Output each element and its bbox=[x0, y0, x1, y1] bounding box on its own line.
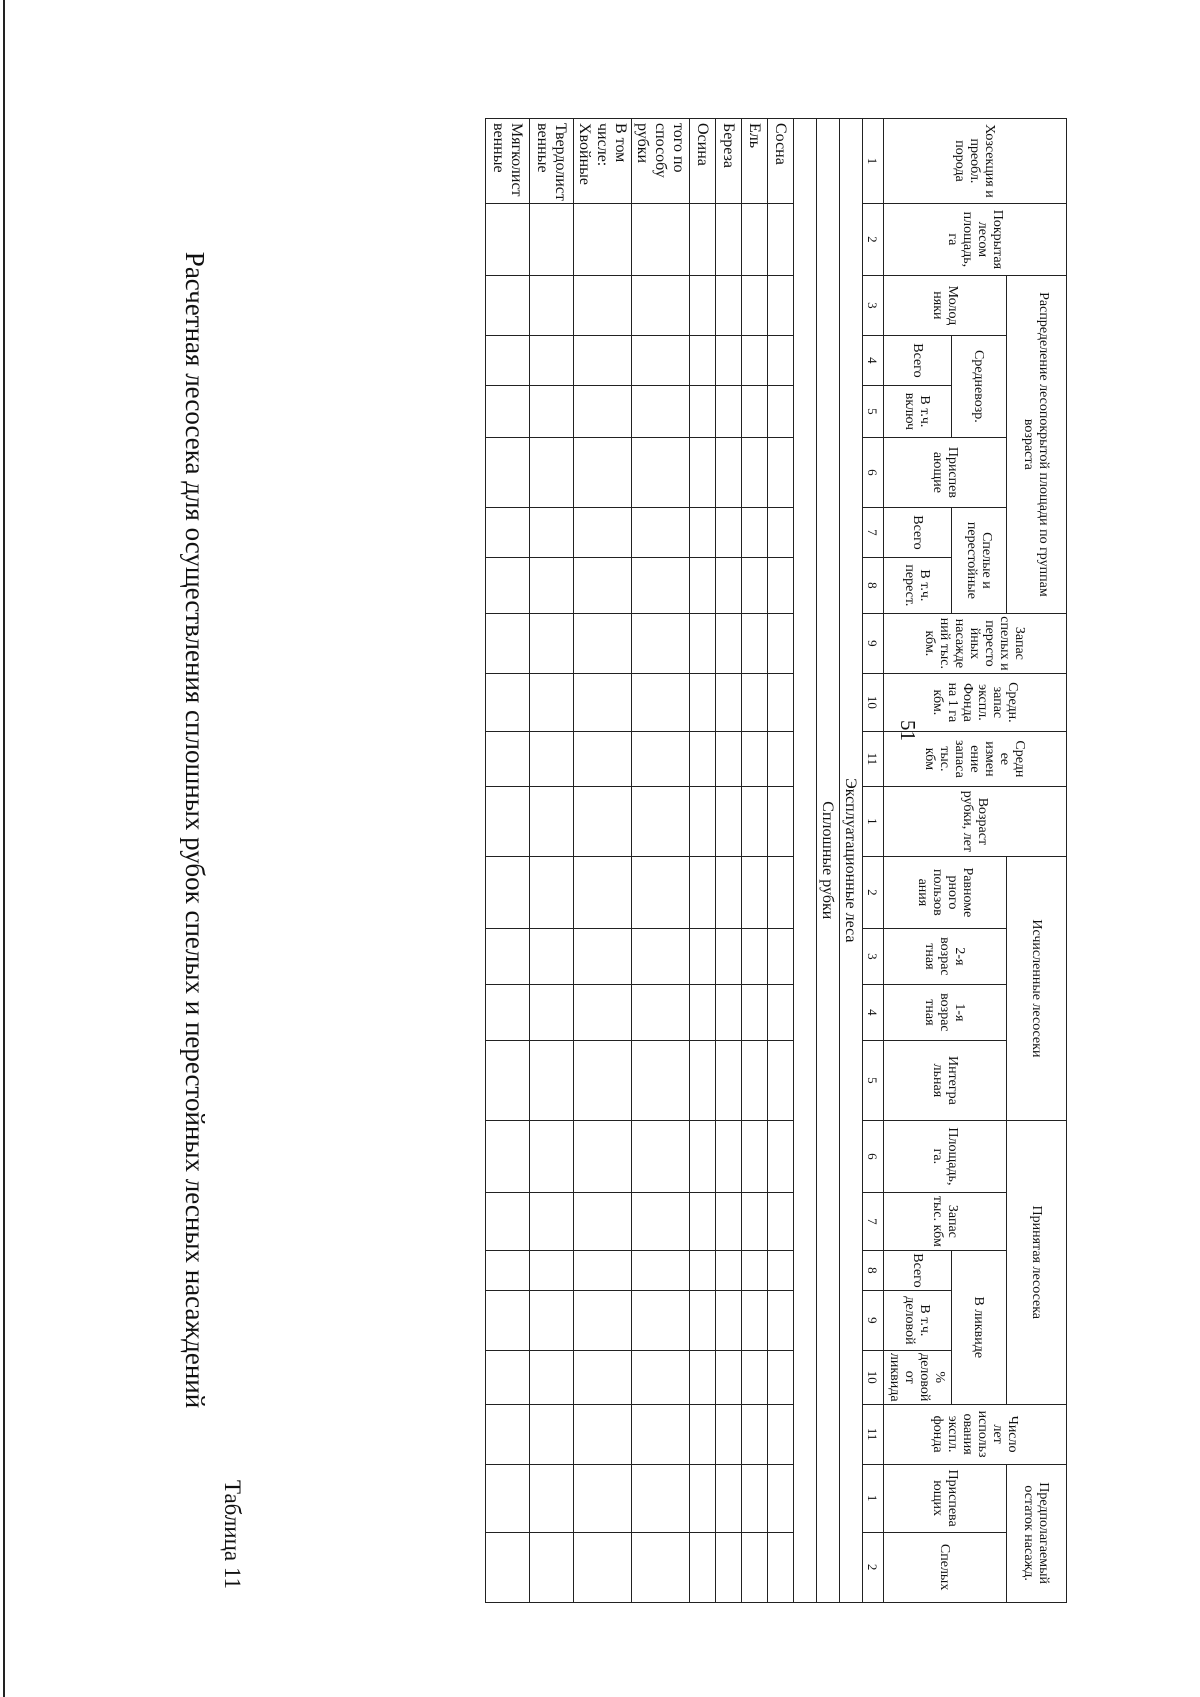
table-cell bbox=[574, 984, 632, 1040]
header-section: Хозсекция и преобл. порода bbox=[884, 119, 1067, 204]
column-number: 4 bbox=[863, 984, 884, 1040]
table-cell bbox=[632, 557, 690, 613]
table-cell bbox=[742, 557, 768, 613]
header-ripe-total: Всего bbox=[884, 507, 952, 557]
column-number: 5 bbox=[863, 385, 884, 437]
table-cell bbox=[690, 385, 716, 437]
table-cell bbox=[716, 507, 742, 557]
header-remain-premature: Приспева ющих bbox=[884, 1464, 1007, 1532]
table-cell bbox=[742, 507, 768, 557]
table-cell bbox=[690, 275, 716, 335]
header-ripe-overripe: Спелые и перестойные bbox=[952, 507, 1007, 613]
table-cell bbox=[690, 786, 716, 856]
header-avg-change: Средн ее измен ение запаса тыс. кбм bbox=[884, 731, 1067, 786]
table-cell bbox=[486, 1464, 530, 1532]
table-cell bbox=[486, 786, 530, 856]
header-avg-stock: Средн. запас экспл. Фонда на 1 га кбм. bbox=[884, 673, 1067, 731]
column-number: 6 bbox=[863, 1120, 884, 1192]
table-cell bbox=[768, 437, 794, 507]
column-number: 6 bbox=[863, 437, 884, 507]
table-cell bbox=[574, 335, 632, 385]
table-row bbox=[632, 119, 690, 1603]
table-cell bbox=[716, 1250, 742, 1290]
table-cell bbox=[574, 856, 632, 928]
header-years-of-use: Число лет использ ования экспл. фонда bbox=[884, 1404, 1067, 1464]
table-cell bbox=[690, 557, 716, 613]
table-cell bbox=[716, 731, 742, 786]
table-cell bbox=[768, 557, 794, 613]
column-number: 1 bbox=[863, 1464, 884, 1532]
table-cell bbox=[632, 1290, 690, 1350]
table-cell bbox=[716, 673, 742, 731]
row-label: Мягколист венные bbox=[486, 119, 530, 204]
column-number: 11 bbox=[863, 731, 884, 786]
table-cell bbox=[486, 203, 530, 275]
header-premature: Приспев ающие bbox=[884, 437, 1007, 507]
table-cell bbox=[486, 856, 530, 928]
table-cell bbox=[530, 437, 574, 507]
rotated-sheet bbox=[180, 0, 1200, 1680]
table-cell bbox=[742, 1290, 768, 1350]
table-cell bbox=[486, 1532, 530, 1602]
column-number: 8 bbox=[863, 1250, 884, 1290]
table-cell bbox=[530, 786, 574, 856]
table-cell bbox=[690, 1464, 716, 1532]
table-cell bbox=[742, 1464, 768, 1532]
section-row-forest bbox=[840, 119, 863, 1603]
table-cell bbox=[530, 928, 574, 984]
table-cell bbox=[742, 786, 768, 856]
column-number: 8 bbox=[863, 557, 884, 613]
table-cell bbox=[574, 1192, 632, 1250]
table-cell bbox=[768, 928, 794, 984]
table-cell bbox=[574, 1350, 632, 1404]
header-forest-area: Покрытая лесом площадь, га bbox=[884, 203, 1067, 275]
table-cell bbox=[690, 1120, 716, 1192]
table-cell bbox=[742, 385, 768, 437]
table-row bbox=[530, 119, 574, 1603]
row-label: того по способу рубки bbox=[632, 119, 690, 204]
binding-edge-line bbox=[3, 0, 5, 1697]
table-cell bbox=[768, 613, 794, 673]
column-number: 10 bbox=[863, 1350, 884, 1404]
table-cell bbox=[742, 1040, 768, 1120]
table-row bbox=[486, 119, 530, 1603]
table-cell bbox=[632, 507, 690, 557]
table-cell bbox=[768, 856, 794, 928]
column-number: 11 bbox=[863, 1404, 884, 1464]
table-cell bbox=[632, 1250, 690, 1290]
table-cell bbox=[690, 731, 716, 786]
row-label: Сосна bbox=[768, 119, 794, 204]
table-cell bbox=[632, 1120, 690, 1192]
table-cell bbox=[574, 928, 632, 984]
table-cell bbox=[486, 275, 530, 335]
table-cell bbox=[716, 786, 742, 856]
column-number: 1 bbox=[863, 786, 884, 856]
header-in-liquid: В ликвиде bbox=[952, 1250, 1007, 1404]
table-cell bbox=[768, 1120, 794, 1192]
table-cell bbox=[716, 335, 742, 385]
header-middle-incl: В т.ч. включ bbox=[884, 385, 952, 437]
table-cell bbox=[530, 203, 574, 275]
column-number: 7 bbox=[863, 507, 884, 557]
header-even-use: Равноме рного пользов ания bbox=[884, 856, 1007, 928]
column-number: 2 bbox=[863, 203, 884, 275]
table-label: Таблица 11 bbox=[220, 1480, 245, 1590]
cutting-area-table bbox=[485, 118, 1067, 1603]
table-row bbox=[768, 119, 794, 1603]
table-row bbox=[690, 119, 716, 1603]
header-expected-remain: Предполагаемый остаток насажд. bbox=[1007, 1464, 1067, 1602]
table-cell bbox=[486, 1404, 530, 1464]
table-cell bbox=[768, 1040, 794, 1120]
table-cell bbox=[742, 203, 768, 275]
table-cell bbox=[742, 984, 768, 1040]
column-number: 2 bbox=[863, 856, 884, 928]
table-cell bbox=[690, 203, 716, 275]
table-cell bbox=[574, 437, 632, 507]
table-cell bbox=[716, 1290, 742, 1350]
table-cell bbox=[716, 984, 742, 1040]
table-cell bbox=[768, 1192, 794, 1250]
table-cell bbox=[486, 1040, 530, 1120]
table-cell bbox=[716, 1120, 742, 1192]
table-cell bbox=[632, 1040, 690, 1120]
table-cell bbox=[486, 673, 530, 731]
table-cell bbox=[742, 928, 768, 984]
table-cell bbox=[768, 1250, 794, 1290]
table-cell bbox=[530, 613, 574, 673]
table-cell bbox=[716, 1464, 742, 1532]
table-cell bbox=[486, 731, 530, 786]
table-cell bbox=[742, 275, 768, 335]
table-cell bbox=[768, 673, 794, 731]
table-cell bbox=[530, 1464, 574, 1532]
table-cell bbox=[690, 673, 716, 731]
table-cell bbox=[768, 1404, 794, 1464]
table-cell bbox=[632, 203, 690, 275]
table-cell bbox=[486, 557, 530, 613]
table-cell bbox=[530, 1192, 574, 1250]
table-cell bbox=[574, 1532, 632, 1602]
table-cell bbox=[574, 613, 632, 673]
table-cell bbox=[574, 1120, 632, 1192]
table-cell bbox=[742, 437, 768, 507]
header-ripe-incl: В т.ч. перест. bbox=[884, 557, 952, 613]
table-cell bbox=[574, 275, 632, 335]
table-cell bbox=[768, 1532, 794, 1602]
table-cell bbox=[768, 1350, 794, 1404]
table-cell bbox=[486, 1120, 530, 1192]
table-cell bbox=[574, 1040, 632, 1120]
header-calculated-areas: Исчисленные лесосеки bbox=[1007, 856, 1067, 1120]
table-cell bbox=[486, 1290, 530, 1350]
table-cell bbox=[632, 613, 690, 673]
table-cell bbox=[486, 437, 530, 507]
table-cell bbox=[690, 1192, 716, 1250]
table-cell bbox=[690, 1040, 716, 1120]
table-cell bbox=[742, 1350, 768, 1404]
table-cell bbox=[530, 984, 574, 1040]
table-cell bbox=[574, 673, 632, 731]
column-number: 1 bbox=[863, 119, 884, 204]
table-cell bbox=[690, 1290, 716, 1350]
table-cell bbox=[574, 1464, 632, 1532]
table-cell bbox=[486, 984, 530, 1040]
header-middle-total: Всего bbox=[884, 335, 952, 385]
table-cell bbox=[530, 1350, 574, 1404]
section-cutting-label: Сплошные рубки bbox=[817, 119, 840, 1603]
table-cell bbox=[768, 335, 794, 385]
header-young: Молод няки bbox=[884, 275, 1007, 335]
table-cell bbox=[716, 275, 742, 335]
table-cell bbox=[742, 1532, 768, 1602]
header-reserve: Запас тыс. кбм bbox=[884, 1192, 1007, 1250]
table-cell bbox=[742, 1250, 768, 1290]
table-cell bbox=[768, 786, 794, 856]
table-cell bbox=[742, 673, 768, 731]
table-cell bbox=[486, 1350, 530, 1404]
table-cell bbox=[486, 335, 530, 385]
header-liquid-business: В т.ч. деловой bbox=[884, 1290, 952, 1350]
table-cell bbox=[574, 1404, 632, 1464]
table-cell bbox=[530, 385, 574, 437]
table-cell bbox=[716, 203, 742, 275]
table-cell bbox=[716, 385, 742, 437]
table-cell bbox=[632, 731, 690, 786]
header-age-1: 1-я возрас тная bbox=[884, 984, 1007, 1040]
table-cell bbox=[690, 984, 716, 1040]
table-cell bbox=[486, 385, 530, 437]
table-cell bbox=[632, 786, 690, 856]
table-cell bbox=[574, 507, 632, 557]
table-cell bbox=[530, 507, 574, 557]
header-age-distribution: Распределение лесопокрытой площади по группам возраста bbox=[1007, 275, 1067, 613]
column-number: 3 bbox=[863, 928, 884, 984]
table-cell bbox=[486, 613, 530, 673]
table-cell bbox=[742, 1120, 768, 1192]
table-cell bbox=[486, 1250, 530, 1290]
table-cell bbox=[768, 507, 794, 557]
table-row bbox=[574, 119, 632, 1603]
table-cell bbox=[632, 856, 690, 928]
table-cell bbox=[768, 1290, 794, 1350]
table-cell bbox=[768, 385, 794, 437]
table-cell bbox=[632, 1192, 690, 1250]
table-cell bbox=[632, 437, 690, 507]
table-cell bbox=[530, 557, 574, 613]
table-row bbox=[716, 119, 742, 1603]
header-cutting-age: Возраст рубки, лет bbox=[884, 786, 1067, 856]
table-cell bbox=[530, 856, 574, 928]
table-cell bbox=[530, 731, 574, 786]
column-number-row bbox=[863, 119, 884, 1603]
column-number: 2 bbox=[863, 1532, 884, 1602]
column-number: 3 bbox=[863, 275, 884, 335]
table-cell bbox=[690, 1250, 716, 1290]
table-cell bbox=[574, 557, 632, 613]
header-accepted-area: Принятая лесосека bbox=[1007, 1120, 1067, 1404]
table-cell bbox=[716, 1350, 742, 1404]
table-cell bbox=[632, 673, 690, 731]
header-integral: Интегра льная bbox=[884, 1040, 1007, 1120]
table-cell bbox=[716, 1040, 742, 1120]
table-cell bbox=[716, 856, 742, 928]
table-cell bbox=[716, 557, 742, 613]
table-cell bbox=[574, 203, 632, 275]
row-label: Ель bbox=[742, 119, 768, 204]
table-cell bbox=[632, 984, 690, 1040]
table-cell bbox=[690, 1532, 716, 1602]
table-cell bbox=[632, 1532, 690, 1602]
row-label: Береза bbox=[716, 119, 742, 204]
table-cell bbox=[690, 613, 716, 673]
table-cell bbox=[690, 1350, 716, 1404]
header-remain-ripe: Спелых bbox=[884, 1532, 1007, 1602]
table-cell bbox=[742, 856, 768, 928]
table-cell bbox=[632, 1350, 690, 1404]
table-cell bbox=[632, 928, 690, 984]
table-cell bbox=[530, 1532, 574, 1602]
header-area: Площадь, га. bbox=[884, 1120, 1007, 1192]
table-cell bbox=[486, 1192, 530, 1250]
table-cell bbox=[574, 1250, 632, 1290]
column-number: 5 bbox=[863, 1040, 884, 1120]
table-cell bbox=[768, 984, 794, 1040]
table-cell bbox=[690, 335, 716, 385]
table-cell bbox=[574, 786, 632, 856]
section-row-cutting bbox=[817, 119, 840, 1603]
table-cell bbox=[742, 731, 768, 786]
table-cell bbox=[742, 1404, 768, 1464]
table-cell bbox=[690, 1404, 716, 1464]
table-cell bbox=[632, 1464, 690, 1532]
table-cell bbox=[716, 1532, 742, 1602]
table-cell bbox=[632, 1404, 690, 1464]
header-liquid-total: Всего bbox=[884, 1250, 952, 1290]
data-rows bbox=[486, 119, 794, 1603]
spacer-row bbox=[794, 119, 817, 1603]
row-label: Осина bbox=[690, 119, 716, 204]
row-label: Твердолист венные bbox=[530, 119, 574, 204]
column-number: 9 bbox=[863, 1290, 884, 1350]
table-cell bbox=[530, 1290, 574, 1350]
header-ripe-stock: Запас спелых и пересто йных насажде ний тыс. кбм. bbox=[884, 613, 1067, 673]
row-label: В том числе: Хвойные bbox=[574, 119, 632, 204]
table-cell bbox=[574, 385, 632, 437]
table-cell bbox=[486, 928, 530, 984]
table-row bbox=[742, 119, 768, 1603]
table-cell bbox=[530, 673, 574, 731]
header-middle-aged: Средневозр. bbox=[952, 335, 1007, 437]
table-cell bbox=[690, 928, 716, 984]
table-cell bbox=[530, 1404, 574, 1464]
table-cell bbox=[716, 1404, 742, 1464]
table-cell bbox=[632, 335, 690, 385]
table-cell bbox=[716, 437, 742, 507]
column-number: 10 bbox=[863, 673, 884, 731]
table-cell bbox=[530, 275, 574, 335]
page-title: Расчетная лесосека для осуществления сплошных рубок спелых и перестойных лесных насаждений bbox=[180, 251, 210, 1409]
table-cell bbox=[632, 275, 690, 335]
table-cell bbox=[742, 613, 768, 673]
table-cell bbox=[768, 203, 794, 275]
table-cell bbox=[716, 928, 742, 984]
table-cell bbox=[716, 1192, 742, 1250]
column-number: 7 bbox=[863, 1192, 884, 1250]
table-cell bbox=[768, 731, 794, 786]
table-cell bbox=[690, 507, 716, 557]
table-cell bbox=[530, 1120, 574, 1192]
header-age-2: 2-я возрас тная bbox=[884, 928, 1007, 984]
table-cell bbox=[530, 335, 574, 385]
table-cell bbox=[574, 1290, 632, 1350]
table-cell bbox=[574, 731, 632, 786]
table-cell bbox=[716, 613, 742, 673]
table-cell bbox=[690, 856, 716, 928]
table-cell bbox=[768, 1464, 794, 1532]
table-cell bbox=[632, 385, 690, 437]
table-cell bbox=[742, 335, 768, 385]
table-cell bbox=[742, 1192, 768, 1250]
table-cell bbox=[530, 1250, 574, 1290]
table-cell bbox=[768, 275, 794, 335]
column-number: 4 bbox=[863, 335, 884, 385]
table-cell bbox=[486, 507, 530, 557]
page-number: 51 bbox=[896, 720, 920, 741]
table-cell bbox=[690, 437, 716, 507]
column-number: 9 bbox=[863, 613, 884, 673]
section-forest-label: Эксплуатационные леса bbox=[840, 119, 863, 1603]
table-cell bbox=[530, 1040, 574, 1120]
header-liquid-percent: % деловой от ликвида bbox=[884, 1350, 952, 1404]
